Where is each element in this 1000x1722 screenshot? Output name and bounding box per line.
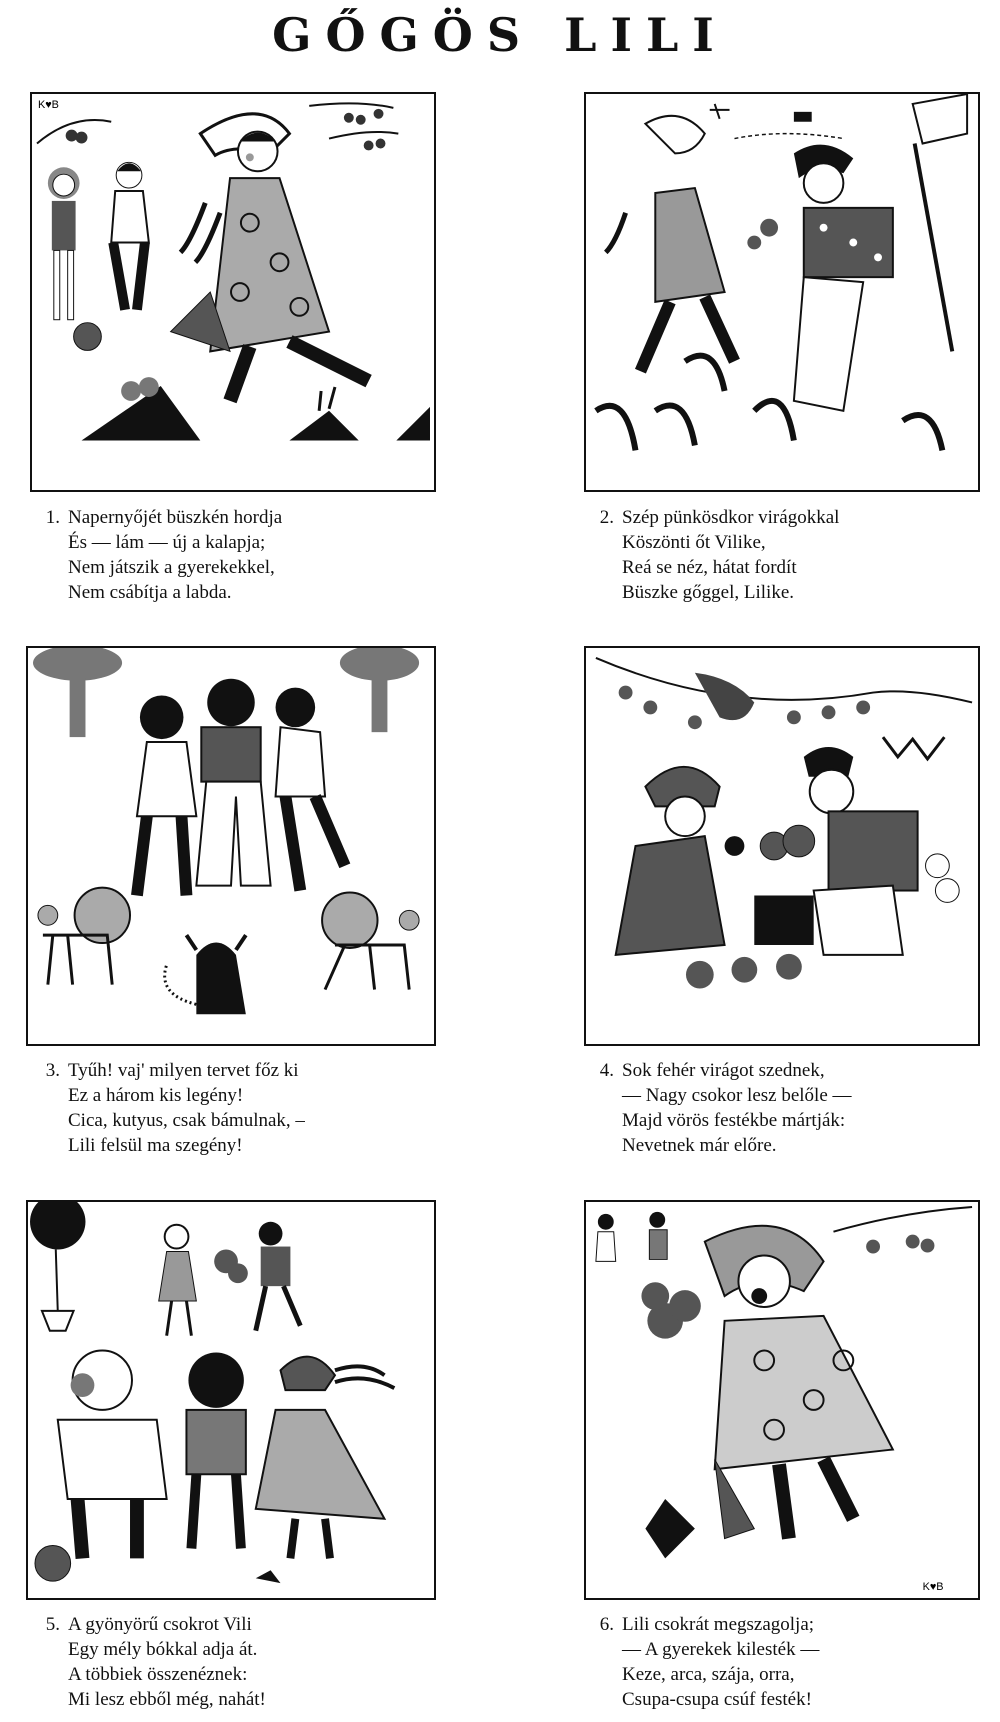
illustration-dyeing-flowers	[586, 648, 978, 1044]
verse-line: Sok fehér virágot szednek,	[622, 1060, 825, 1081]
page-title: GŐGÖS LILI	[272, 8, 728, 62]
verse-number: 2.	[599, 507, 614, 528]
verse-line: Köszönti őt Vilike,	[622, 532, 766, 553]
verse-line: Ez a három kis legény!	[68, 1085, 244, 1106]
illustration-panel-5	[26, 1200, 436, 1600]
verse-line: Csupa-csupa csúf festék!	[622, 1689, 812, 1710]
verse-line: A gyönyörű csokrot Vili	[68, 1614, 252, 1635]
verse-number: 1.	[45, 507, 60, 528]
verse-line: És — lám — új a kalapja;	[68, 532, 266, 553]
illustration-three-boys	[28, 648, 434, 1044]
verse-line: Nem játszik a gyerekekkel,	[68, 557, 275, 578]
verse-4	[584, 1058, 852, 1158]
verse-line: Tyűh! vaj' milyen tervet főz ki	[68, 1060, 299, 1081]
verse-1	[30, 505, 282, 605]
signature-mark: K♥B	[37, 98, 59, 111]
verse-line: Nevetnek már előre.	[622, 1135, 777, 1156]
verse-line: — Nagy csokor lesz belőle —	[622, 1085, 852, 1106]
verse-line: Majd vörös festékbe mártják:	[622, 1110, 846, 1131]
illustration-lili-parasol	[32, 94, 434, 490]
illustration-panel-4	[584, 646, 980, 1046]
illustration-vili-flowers	[586, 94, 978, 490]
illustration-panel-6	[584, 1200, 980, 1600]
verse-2	[584, 505, 839, 605]
verse-line: Cica, kutyus, csak bámulnak, –	[68, 1110, 305, 1131]
verse-3	[30, 1058, 305, 1158]
verse-number: 4.	[599, 1060, 614, 1081]
verse-line: Napernyőjét büszkén hordja	[68, 507, 283, 528]
verse-line: Reá se néz, hátat fordít	[622, 557, 797, 578]
illustration-painted-face	[586, 1202, 978, 1598]
illustration-bouquet-given	[28, 1202, 434, 1598]
verse-line: Mi lesz ebből még, nahát!	[68, 1689, 266, 1710]
verse-line: Lili felsül ma szegény!	[68, 1135, 243, 1156]
verse-6	[584, 1612, 819, 1712]
verse-line: Lili csokrát megszagolja;	[622, 1614, 815, 1635]
verse-5	[30, 1612, 266, 1712]
illustration-panel-2	[584, 92, 980, 492]
verse-line: A többiek összenéznek:	[68, 1664, 248, 1685]
verse-number: 6.	[599, 1614, 614, 1635]
verse-line: Büszke gőggel, Lilike.	[622, 582, 795, 603]
signature-mark: K♥B	[922, 1581, 944, 1594]
verse-line: — A gyerekek kilesték —	[622, 1639, 820, 1660]
verse-line: Egy mély bókkal adja át.	[68, 1639, 258, 1660]
verse-line: Keze, arca, szája, orra,	[622, 1664, 795, 1685]
verse-line: Szép pünkösdkor virágokkal	[622, 507, 840, 528]
verse-line: Nem csábítja a labda.	[68, 582, 232, 603]
verse-number: 5.	[45, 1614, 60, 1635]
illustration-panel-1	[30, 92, 436, 492]
illustration-panel-3	[26, 646, 436, 1046]
verse-number: 3.	[45, 1060, 60, 1081]
